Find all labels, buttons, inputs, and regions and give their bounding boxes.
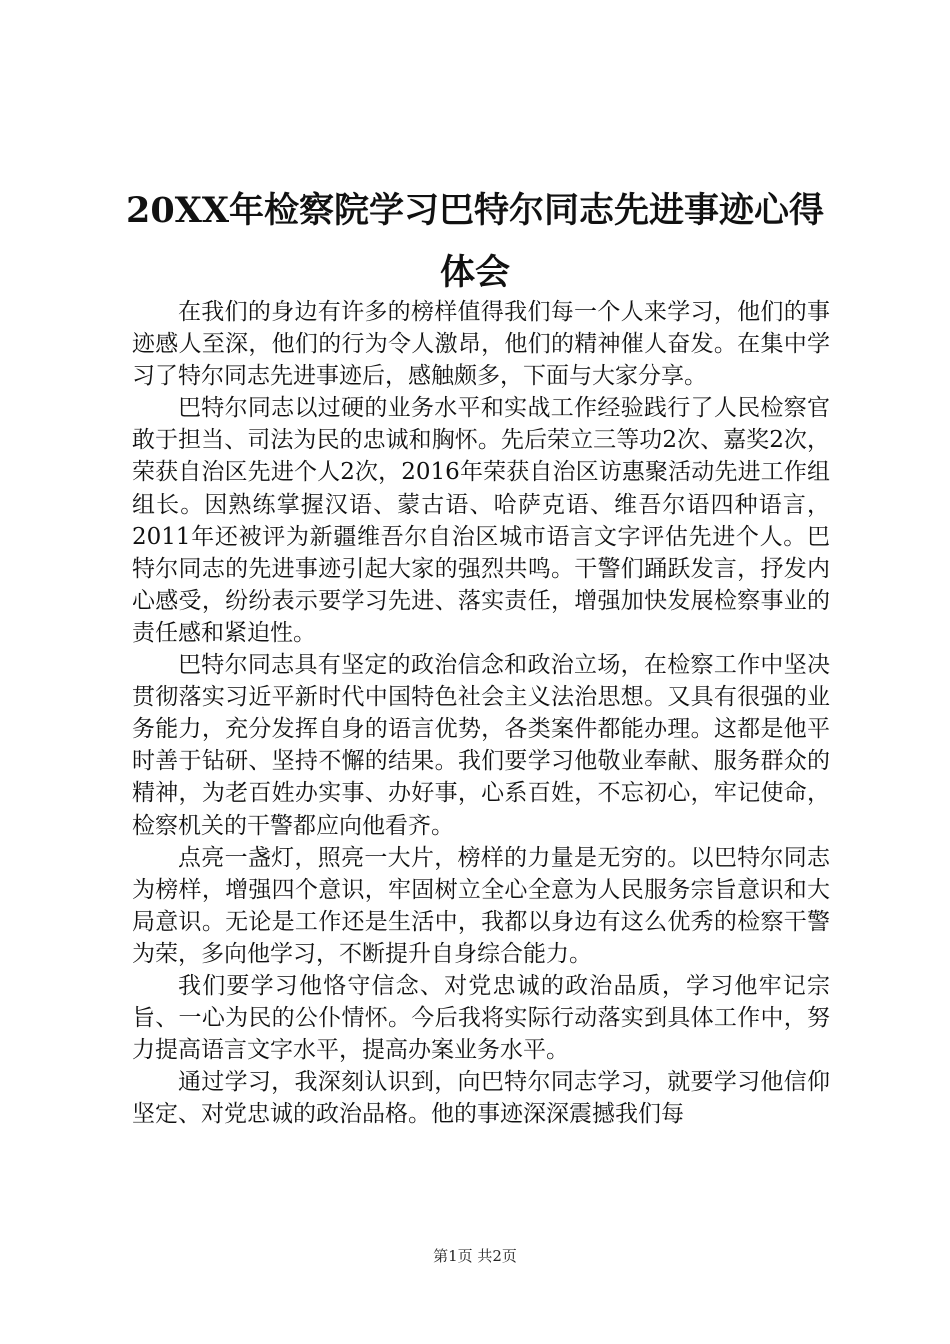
paragraph: 点亮一盏灯，照亮一大片，榜样的力量是无穷的。以巴特尔同志为榜样，增强四个意识，牢固树立全心全意为人民服务宗旨意识和大局意识。无论是工作还是生活中，我都以身边有这么优秀的检察干警为荣，多向他学习，不断提升自身综合能力。 <box>132 844 830 967</box>
page-number-footer: 第1页 共2页 <box>433 1247 517 1265</box>
paragraph: 巴特尔同志以过硬的业务水平和实战工作经验践行了人民检察官敢于担当、司法为民的忠诚和胸怀。先后荣立三等功2次、嘉奖2次，荣获自治区先进个人2次，2016年荣获自治区访惠聚活动先进工作组组长。因熟练掌握汉语、蒙古语、哈萨克语、维吾尔语四种语言，2011年还被评为新疆维吾尔自治区城市语言文字评估先进个人。巴特尔同志的先进事迹引起大家的强烈共鸣。干警们踊跃发言，抒发内心感受，纷纷表示要学习先进、落实责任，增强加快发展检察事业的责任感和紧迫性。 <box>132 395 830 646</box>
document-title: 20XX年检察院学习巴特尔同志先进事迹心得体会 <box>125 190 825 293</box>
paragraph: 巴特尔同志具有坚定的政治信念和政治立场，在检察工作中坚决贯彻落实习近平新时代中国特色社会主义法治思想。又具有很强的业务能力，充分发挥自身的语言优势，各类案件都能办理。这都是他平时善于钻研、坚持不懈的结果。我们要学习他敬业奉献、服务群众的精神，为老百姓办实事、办好事，心系百姓，不忘初心，牢记使命，检察机关的干警都应向他看齐。 <box>132 652 830 839</box>
paragraph: 我们要学习他恪守信念、对党忠诚的政治品质，学习他牢记宗旨、一心为民的公仆情怀。今后我将实际行动落实到具体工作中，努力提高语言文字水平，提高办案业务水平。 <box>132 972 830 1064</box>
paragraph: 在我们的身边有许多的榜样值得我们每一个人来学习，他们的事迹感人至深，他们的行为令人激昂，他们的精神催人奋发。在集中学习了特尔同志先进事迹后，感触颇多，下面与大家分享。 <box>132 299 830 390</box>
paragraph: 通过学习，我深刻认识到，向巴特尔同志学习，就要学习他信仰坚定、对党忠诚的政治品格。他的事迹深深震撼我们每 <box>132 1069 830 1128</box>
document-body <box>132 296 830 1130</box>
